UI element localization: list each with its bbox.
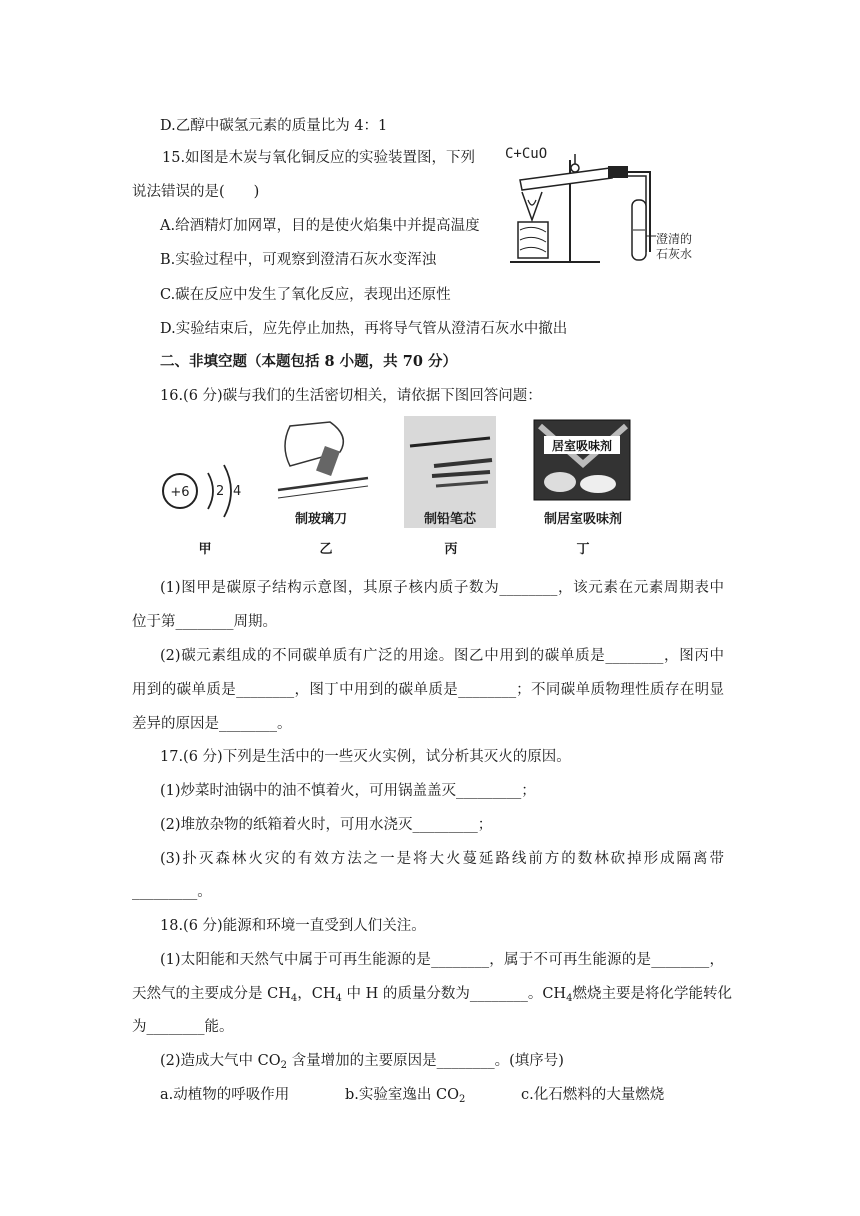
q15-option-a: A.给酒精灯加网罩，目的是使火焰集中并提高温度 [160, 218, 480, 234]
q18-stem: 18.(6 分)能源和环境一直受到人们关注。 [160, 918, 426, 934]
pencil-icon [404, 416, 496, 506]
q16-stem: 16.(6 分)碳与我们的生活密切相关，请依据下图回答问题： [160, 388, 542, 404]
atom-diagram [158, 455, 258, 525]
glass-knife-figure [270, 416, 372, 528]
atom-shell1-label: 2 [216, 484, 225, 499]
q17-part2: (2)堆放杂物的纸箱着火时，可用水浇灭_________； [160, 817, 493, 833]
q18-option-c: c.化石燃料的大量燃烧 [521, 1087, 665, 1103]
q18-option-b: b.实验室逸出 $CO_2$ [345, 1087, 466, 1105]
q16-part2-line1: (2)碳元素组成的不同碳单质有广泛的用途。图乙中用到的碳单质是________，图丙中 [160, 648, 724, 664]
q16-part2-line3: 差异的原因是________。 [132, 716, 292, 732]
q18-part1-line2: 天然气的主要成分是 $CH_4$，$CH_4$ 中 H 的质量分数为________。$CH_4$燃烧主要是将化学能转化 [132, 986, 732, 1004]
q18-part1-line1: (1)太阳能和天然气中属于可再生能源的是________，属于不可再生能源的是________， [160, 952, 724, 968]
q15-option-d: D.实验结束后，应先停止加热，再将导气管从澄清石灰水中撤出 [160, 321, 568, 337]
atom-structure-icon [158, 455, 258, 525]
atom-shell2-label: 4 [233, 484, 242, 499]
q17-part1: (1)炒菜时油锅中的油不慎着火，可用锅盖盖灭_________； [160, 783, 536, 799]
caption-jia: 甲 [198, 542, 212, 557]
q15-option-b: B.实验过程中，可观察到澄清石灰水变浑浊 [160, 252, 437, 268]
caption-yi: 乙 [319, 542, 333, 557]
apparatus-figure [500, 140, 740, 270]
q17-stem: 17.(6 分)下列是生活中的一些灭火实例，试分析其灭火的原因。 [160, 749, 571, 765]
q15-stem-line2: 说法错误的是( ) [132, 184, 260, 200]
deodorant-box-text: 居室吸味剂 [551, 439, 613, 453]
q15-stem-line1: 15.如图是木炭与氧化铜反应的实验装置图，下列 [162, 150, 476, 166]
apparatus-top-label: C+CuO [505, 146, 548, 162]
pencil-figure [404, 416, 496, 528]
caption-bing: 丙 [444, 542, 458, 557]
q18-part2: (2)造成大气中 $CO_2$ 含量增加的主要原因是________。(填序号) [160, 1053, 564, 1071]
deodorant-figure [530, 416, 636, 528]
apparatus-drawing [500, 140, 740, 270]
section-heading: 二、非填空题（本题包括 8 小题，共 70 分） [160, 353, 457, 370]
q15-option-c: C.碳在反应中发生了氧化反应，表现出还原性 [160, 287, 451, 303]
q18-option-a: a.动植物的呼吸作用 [160, 1087, 290, 1103]
apparatus-water-label-2: 石灰水 [656, 247, 693, 261]
q18-part1-line3: 为________能。 [132, 1019, 234, 1035]
q16-part1-line1: (1)图甲是碳原子结构示意图，其原子核内质子数为________，该元素在元素周期表中 [160, 580, 724, 596]
deodorant-box-icon [530, 416, 636, 508]
q14-option-d: D.乙醇中碳氢元素的质量比为 4：1 [160, 118, 388, 134]
pencil-label: 制铅笔芯 [423, 512, 476, 527]
q16-part2-line2: 用到的碳单质是________，图丁中用到的碳单质是________；不同碳单质物理性质存在明显 [132, 682, 724, 698]
q17-part3-line1: (3)扑灭森林火灾的有效方法之一是将大火蔓延路线前方的数林砍掉形成隔离带 [160, 851, 724, 867]
atom-nucleus-label: +6 [170, 485, 190, 500]
apparatus-water-label-1: 澄清的 [656, 232, 693, 246]
caption-ding: 丁 [576, 542, 590, 557]
q17-part3-line2: _________。 [132, 884, 212, 900]
glass-knife-label: 制玻璃刀 [294, 512, 347, 527]
q16-part1-line2: 位于第________周期。 [132, 614, 277, 630]
deodorant-label: 制居室吸味剂 [543, 512, 622, 527]
